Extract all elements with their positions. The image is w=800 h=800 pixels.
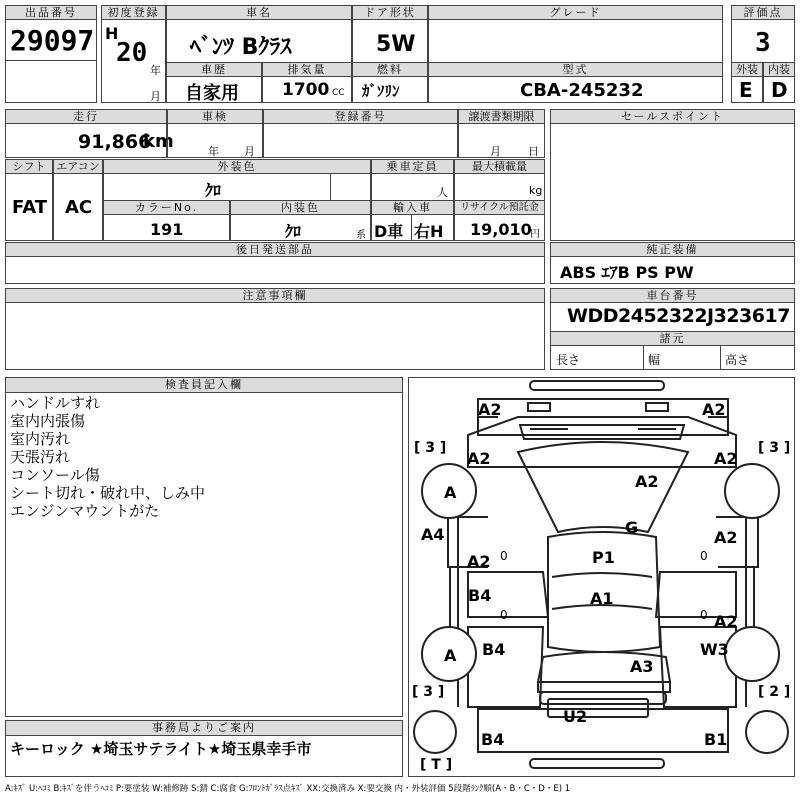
inspection-label: 車検 [167,109,263,124]
panel-code: [ 3 ] [412,684,445,700]
damage-mark: G [625,518,639,537]
damage-mark: B4 [468,586,492,605]
lot-no: 29097 [10,24,95,57]
inspector-line: シート切れ・破れ中、しみ中 [10,484,206,502]
dims-cell [550,345,795,370]
shift: FAT [12,197,48,218]
inspector-notes [10,394,205,520]
inspector-line: 室内内張傷 [10,412,86,430]
mileage-unit: km [143,131,174,152]
transfer-day-unit: 日 [528,145,539,158]
displacement: 1700 [282,80,330,100]
ac-label: エアコン [53,159,103,174]
damage-mark: B4 [481,730,505,749]
damage-mark: A2 [714,528,738,547]
car-name-label: 車名 [166,5,352,20]
year-unit: 年 [150,64,161,77]
damage-mark: A2 [478,400,502,419]
transfer-label: 譲渡書類期限 [458,109,545,124]
door: 5W [376,32,416,57]
transfer-month-unit: 月 [490,145,501,158]
car-outline [408,377,795,777]
damage-mark: A2 [702,400,726,419]
steering: 右H [414,222,444,241]
damage-mark: A4 [421,525,445,544]
tire-mark: A [444,646,457,665]
era: H [105,24,119,43]
int-grade: D [771,78,788,102]
dims-label: 諸元 [550,331,795,346]
first-reg-label: 初度登録 [101,5,166,20]
zero-mark: 0 [500,608,508,622]
legend: A:ｷｽﾞ U:ﾍｺﾐ B:ｷｽﾞを伴うﾍｺﾐ P:要塗装 W:補修跡 S:錆 C:腐食 G:ﾌﾛﾝﾄｶﾞﾗｽ点ｷｽﾞ XX:交換済み X:要交換 内・外装評価 5段階ﾗﾝｸ順(A・B・C・D・E) 1 [5,784,571,794]
damage-mark: B4 [482,640,506,659]
damage-mark: A2 [635,472,659,491]
sales-point-cell [550,123,795,241]
damage-mark: A1 [590,589,614,608]
mileage-label: 走行 [5,109,167,124]
first-reg-year: 20 [116,38,148,68]
recycle: 19,010 [470,220,532,239]
damage-mark: A2 [467,552,491,571]
capacity-label: 乗車定員 [371,159,454,174]
zero-mark: 0 [700,608,708,622]
damage-mark: P1 [592,548,615,567]
ext-grade-label: 外装 [731,62,763,77]
length-label: 長さ [556,353,581,367]
panel-code: [ T ] [420,757,453,773]
chassis-no: WDD2452322J323617 [567,305,790,327]
int-color-label: 内装色 [230,200,371,215]
height-label: 高さ [725,353,750,367]
history: 自家用 [185,83,239,104]
shift-label: シフト [5,159,53,174]
rear-right-tire [724,626,780,682]
history-label: 車歴 [166,62,262,77]
month-unit: 月 [150,90,161,103]
int-color-suffix: 系 [356,230,366,241]
genuine-equipment: ABS ｴｱB PS PW [560,263,694,282]
damage-mark: A3 [630,657,654,676]
color-no: 191 [150,220,184,239]
model: CBA-245232 [520,80,644,101]
inspector-line: エンジンマウントがた [10,502,160,520]
grade-cell [428,19,723,63]
front-right-tire [724,463,780,519]
damage-mark: A2 [714,449,738,468]
damage-mark: A2 [467,449,491,468]
chassis-label: 車台番号 [550,288,795,303]
import-type: D車 [374,222,404,241]
ac: AC [65,197,93,218]
int-grade-label: 内装 [763,62,795,77]
lot-no-label: 出品番号 [5,5,97,20]
inspector-line: ハンドルすれ [10,394,101,412]
insp-year-unit: 年 [208,145,219,158]
damage-mark: W3 [700,640,729,659]
insp-month-unit: 月 [244,145,255,158]
reg-no-cell [263,123,458,158]
panel-code: [ 3 ] [414,440,447,456]
tire-mark: A [444,483,457,502]
fuel-label: 燃料 [352,62,428,77]
damage-mark: A2 [714,612,738,631]
damage-mark: B1 [704,730,728,749]
displacement-label: 排気量 [262,62,352,77]
import-label: 輸入車 [371,200,454,215]
inspector-line: 室内汚れ [10,430,71,448]
later-parts-cell [5,256,545,284]
load-label: 最大積載量 [454,159,545,174]
score-label: 評価点 [731,5,795,20]
color-no-label: カラーNo. [103,200,230,215]
recycle-label: リサイクル預託金 [454,200,545,215]
zero-mark: 0 [700,549,708,563]
grade-label: グレード [428,5,723,20]
panel-code: [ 2 ] [758,684,791,700]
spare-tire-right [745,710,789,754]
model-label: 型式 [428,62,723,77]
ext-color-label: 外装色 [103,159,371,174]
inspector-line: コンソール傷 [10,466,100,484]
ext-grade: E [739,78,753,102]
office-text: キーロック ★埼玉サテライト★埼玉県幸手市 [10,740,312,758]
width-label: 幅 [648,353,661,367]
int-color: ｸﾛ [285,222,302,241]
notes-cell [5,302,545,370]
notes-label: 注意事項欄 [5,288,545,303]
score: 3 [755,28,771,58]
genuine-label: 純正装備 [550,242,795,257]
mileage: 91,866 [78,131,152,153]
load-unit: kg [529,184,543,197]
panel-code: [ 3 ] [758,440,791,456]
inspector-label: 検査員記入欄 [5,377,403,393]
door-label: ドア形状 [352,5,428,20]
zero-mark: 0 [500,549,508,563]
office-label: 事務局よりご案内 [5,720,403,736]
displacement-unit: CC [332,88,345,98]
capacity-unit: 人 [437,186,448,199]
damage-mark: U2 [563,707,588,726]
recycle-unit: 円 [530,229,540,240]
later-parts-label: 後日発送部品 [5,242,545,257]
car-name: ﾍﾞﾝﾂ Bｸﾗｽ [190,35,292,60]
inspector-line: 天張汚れ [10,448,71,466]
spare-tire [413,710,457,754]
reg-no-label: 登録番号 [263,109,458,124]
fuel: ｶﾞｿﾘﾝ [362,82,400,100]
ext-color: ｸﾛ [205,181,222,200]
sales-point-label: セールスポイント [550,109,795,124]
